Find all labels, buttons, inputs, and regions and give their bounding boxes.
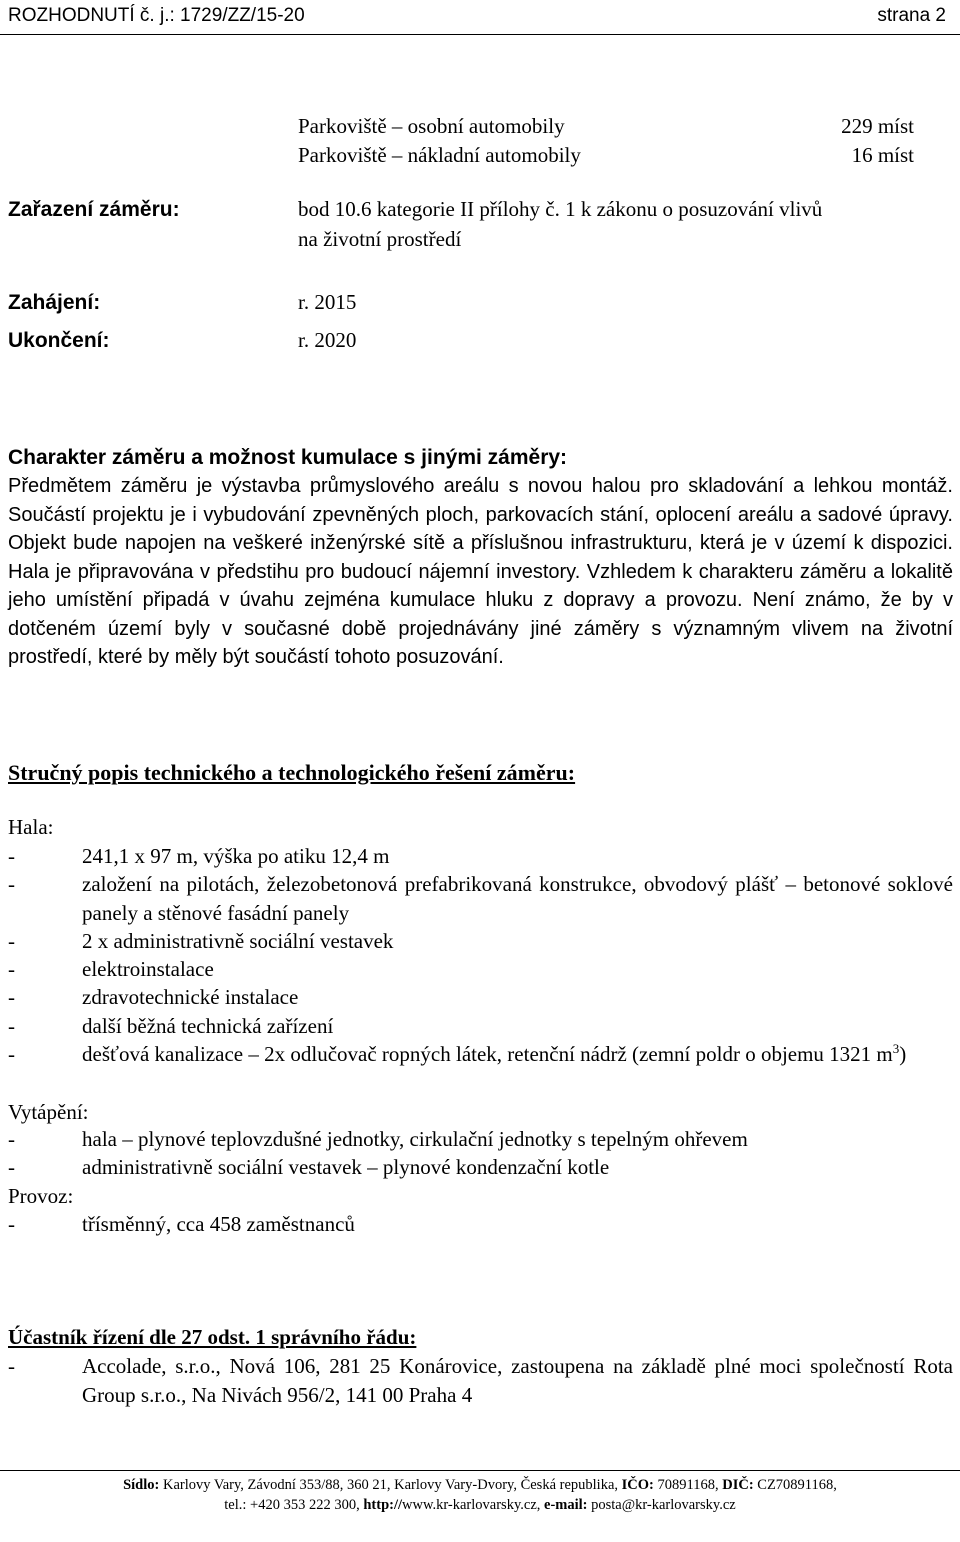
dash-marker: - <box>8 1212 15 1236</box>
parking-label-trucks: Parkoviště – nákladní automobily <box>298 143 581 167</box>
zarazeni-line1: bod 10.6 kategorie II přílohy č. 1 k zákonu o posuzování vlivů <box>298 197 823 221</box>
charakter-heading: Charakter záměru a možnost kumulace s jinými záměry: <box>8 446 568 469</box>
popis-heading: Stručný popis technického a technologického řešení záměru: <box>8 760 576 785</box>
dash-marker: - <box>8 1042 15 1066</box>
dash-marker: - <box>8 1354 15 1378</box>
website-link[interactable]: www.kr-karlovarsky.cz, <box>402 1497 541 1513</box>
zarazeni-label: Zařazení záměru: <box>8 198 180 221</box>
dash-marker: - <box>8 872 15 896</box>
page-header <box>0 0 960 35</box>
parking-value-trucks: 16 míst <box>851 143 914 167</box>
dash-marker: - <box>8 1155 15 1179</box>
zahajeni-value: r. 2015 <box>298 290 357 314</box>
dash-marker: - <box>8 957 15 981</box>
charakter-paragraph: Předmětem záměru je výstavba průmyslového areálu s novou halou pro skladování a lehkou montáž. Součástí projektu je i vybudování zpevněných ploch, parkovacích stání, oplocení areálu a sadové úpravy. Objekt bude napojen na veškeré inženýrské sítě a příslušnou infrastrukturu, která je v území k dispozici. Hala je připravována v předstihu pro budoucí nájemní investory. Vzhledem k charakteru záměru a lokalitě jeho umístění připadá v úvahu zejména kumulace hluku z dopravy a provozu. Není známo, že by v dotčeném území byly v současné době projednávány jiné záměry s významným vlivem na životní prostředí, které by měly být součástí tohoto posuzování. <box>8 475 953 668</box>
dash-marker: - <box>8 1127 15 1151</box>
provoz-label: Provoz: <box>8 1184 74 1208</box>
decision-number: ROZHODNUTÍ č. j.: 1729/ZZ/15-20 <box>8 5 305 26</box>
dash-marker: - <box>8 985 15 1009</box>
email-link[interactable]: posta@kr-karlovarsky.cz <box>591 1497 736 1513</box>
vytapeni-label: Vytápění: <box>8 1100 89 1124</box>
dash-marker: - <box>8 1014 15 1038</box>
hala-label: Hala: <box>8 815 54 839</box>
dash-marker: - <box>8 844 15 868</box>
dash-marker: - <box>8 929 15 953</box>
page-number: strana 2 <box>877 5 946 26</box>
zarazeni-line2: na životní prostředí <box>298 227 462 251</box>
parking-label-cars: Parkoviště – osobní automobily <box>298 114 565 138</box>
zahajeni-label: Zahájení: <box>8 291 101 314</box>
ukonceni-label: Ukončení: <box>8 329 110 352</box>
parking-value-cars: 229 míst <box>841 114 914 138</box>
ukonceni-value: r. 2020 <box>298 328 357 352</box>
ucastnik-heading: Účastník řízení dle 27 odst. 1 správního řádu: <box>8 1325 417 1349</box>
page-footer: Sídlo: Karlovy Vary, Závodní 353/88, 360 21, Karlovy Vary-Dvory, Česká republika, IČO: 70891168, DIČ: CZ70891168, tel.: +420 353 222 300, http://www.kr-karlovarsky.cz, e-mail: posta@kr-karlovarsky.cz <box>0 1470 960 1542</box>
